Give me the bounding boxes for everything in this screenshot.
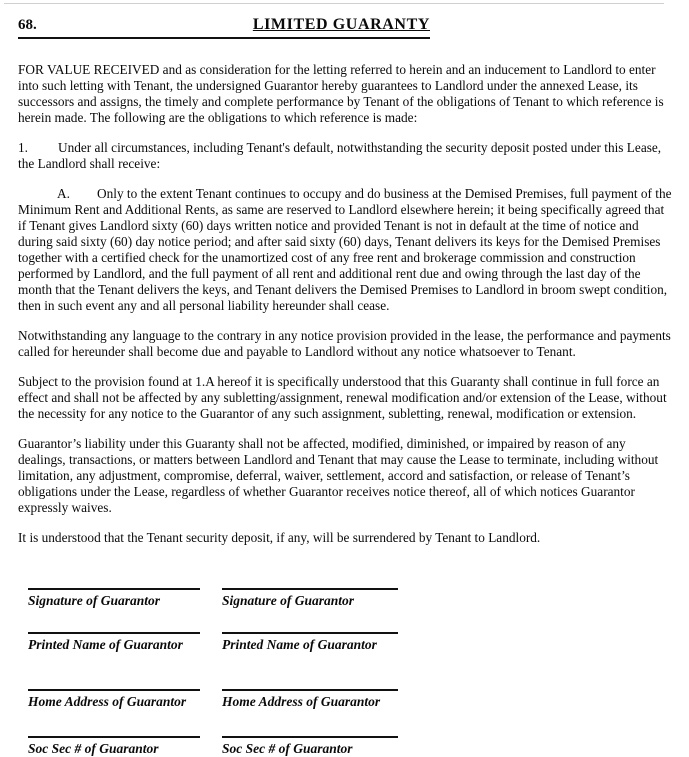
signature-row-signature <box>28 588 672 609</box>
clause-1-text: Under all circumstances, including Tenant's default, notwithstanding the security deposit posted under this Lease, the Landlord shall receive: <box>18 140 662 171</box>
paragraph-deposit: It is understood that the Tenant security deposit, if any, will be surrendered by Tenant to Landlord. <box>18 530 541 545</box>
signature-line-left[interactable] <box>28 588 200 609</box>
signature-line-right[interactable] <box>222 588 398 609</box>
signature-section <box>18 588 672 757</box>
paragraph-clause-1 <box>18 140 672 172</box>
soc-sec-line-right[interactable] <box>222 736 398 757</box>
printed-name-line-right[interactable] <box>222 632 398 653</box>
paragraph-notice: Notwithstanding any language to the contrary in any notice provision provided in the lease, the performance and payments called for hereunder shall become due and payable to Landlord without any notice whatsoever to Tenant. <box>18 328 671 359</box>
signature-row-home-address <box>28 689 672 710</box>
home-address-line-right[interactable] <box>222 689 398 710</box>
soc-sec-label-right: Soc Sec # of Guarantor <box>222 741 353 756</box>
home-address-label-left: Home Address of Guarantor <box>28 694 187 709</box>
clause-a-text: Only to the extent Tenant continues to occupy and do business at the Demised Premises, full payment of the Minimum Rent and Additional Rents, as same are reserved to Landlord elsewhere herein; it being specifically agreed that if Tenant gives Landlord sixty (60) days written notice and provided Tenant is not in default at the time of notice and during said sixty (60) day notice period; and after said sixty (60) days, Tenant delivers its keys for the Demised Premises together with a certified check for the unamortized cost of any free rent and brokerage commission and construction performed by Landlord, and the full payment of all rent and additional rent due and owing through the last day of the month that the Tenant delivers the keys, and Tenant delivers the Demised Premises to Landlord in broom swept condition, then in such event any and all personal liability hereunder shall cease. <box>18 186 672 313</box>
soc-sec-label-left: Soc Sec # of Guarantor <box>28 741 159 756</box>
printed-name-line-left[interactable] <box>28 632 200 653</box>
document-body <box>18 62 672 546</box>
clause-1-number: 1. <box>18 140 28 155</box>
document-header <box>18 16 430 39</box>
paragraph-intro: FOR VALUE RECEIVED and as consideration for the letting referred to herein and an inducement to Landlord to enter into such letting with Tenant, the undersigned Guarantor hereby guarantees to Landlord under the annexed Lease, its successors and assigns, the timely and complete performance by Tenant of the obligations of Tenant to which reference is herein made. The following are the obligations to which reference is made: <box>18 62 664 125</box>
signature-label-left: Signature of Guarantor <box>28 593 161 608</box>
document-title: LIMITED GUARANTY <box>252 16 430 33</box>
paragraph-liability: Guarantor’s liability under this Guaranty shall not be affected, modified, diminished, or impaired by reason of any dealings, transactions, or matters between Landlord and Tenant that may cause the Lease to terminate, including without limitation, any adjustment, compromise, deferral, waiver, settlement, accord and satisfaction, or release of Tenant’s obligations under the Lease, regardless of whether Guarantor receives notice thereof, all of which notices Guarantor expressly waives. <box>18 436 659 515</box>
paragraph-clause-a <box>18 186 672 314</box>
printed-name-label-left: Printed Name of Guarantor <box>28 637 183 652</box>
home-address-label-right: Home Address of Guarantor <box>222 694 381 709</box>
signature-row-printed-name <box>28 632 672 653</box>
signature-row-soc-sec <box>28 736 672 757</box>
clause-a-letter: A. <box>57 186 70 201</box>
signature-label-right: Signature of Guarantor <box>222 593 355 608</box>
home-address-line-left[interactable] <box>28 689 200 710</box>
scan-artifact-line <box>4 3 664 4</box>
section-number: 68. <box>18 17 37 33</box>
printed-name-label-right: Printed Name of Guarantor <box>222 637 377 652</box>
soc-sec-line-left[interactable] <box>28 736 200 757</box>
paragraph-subject: Subject to the provision found at 1.A hereof it is specifically understood that this Guaranty shall continue in full force an effect and shall not be affected by any subletting/assignment, renewal modification and/or extension of the Lease, without the necessity for any notice to the Guarantor of any such assignment, subletting, renewal, modification or extension. <box>18 374 667 421</box>
